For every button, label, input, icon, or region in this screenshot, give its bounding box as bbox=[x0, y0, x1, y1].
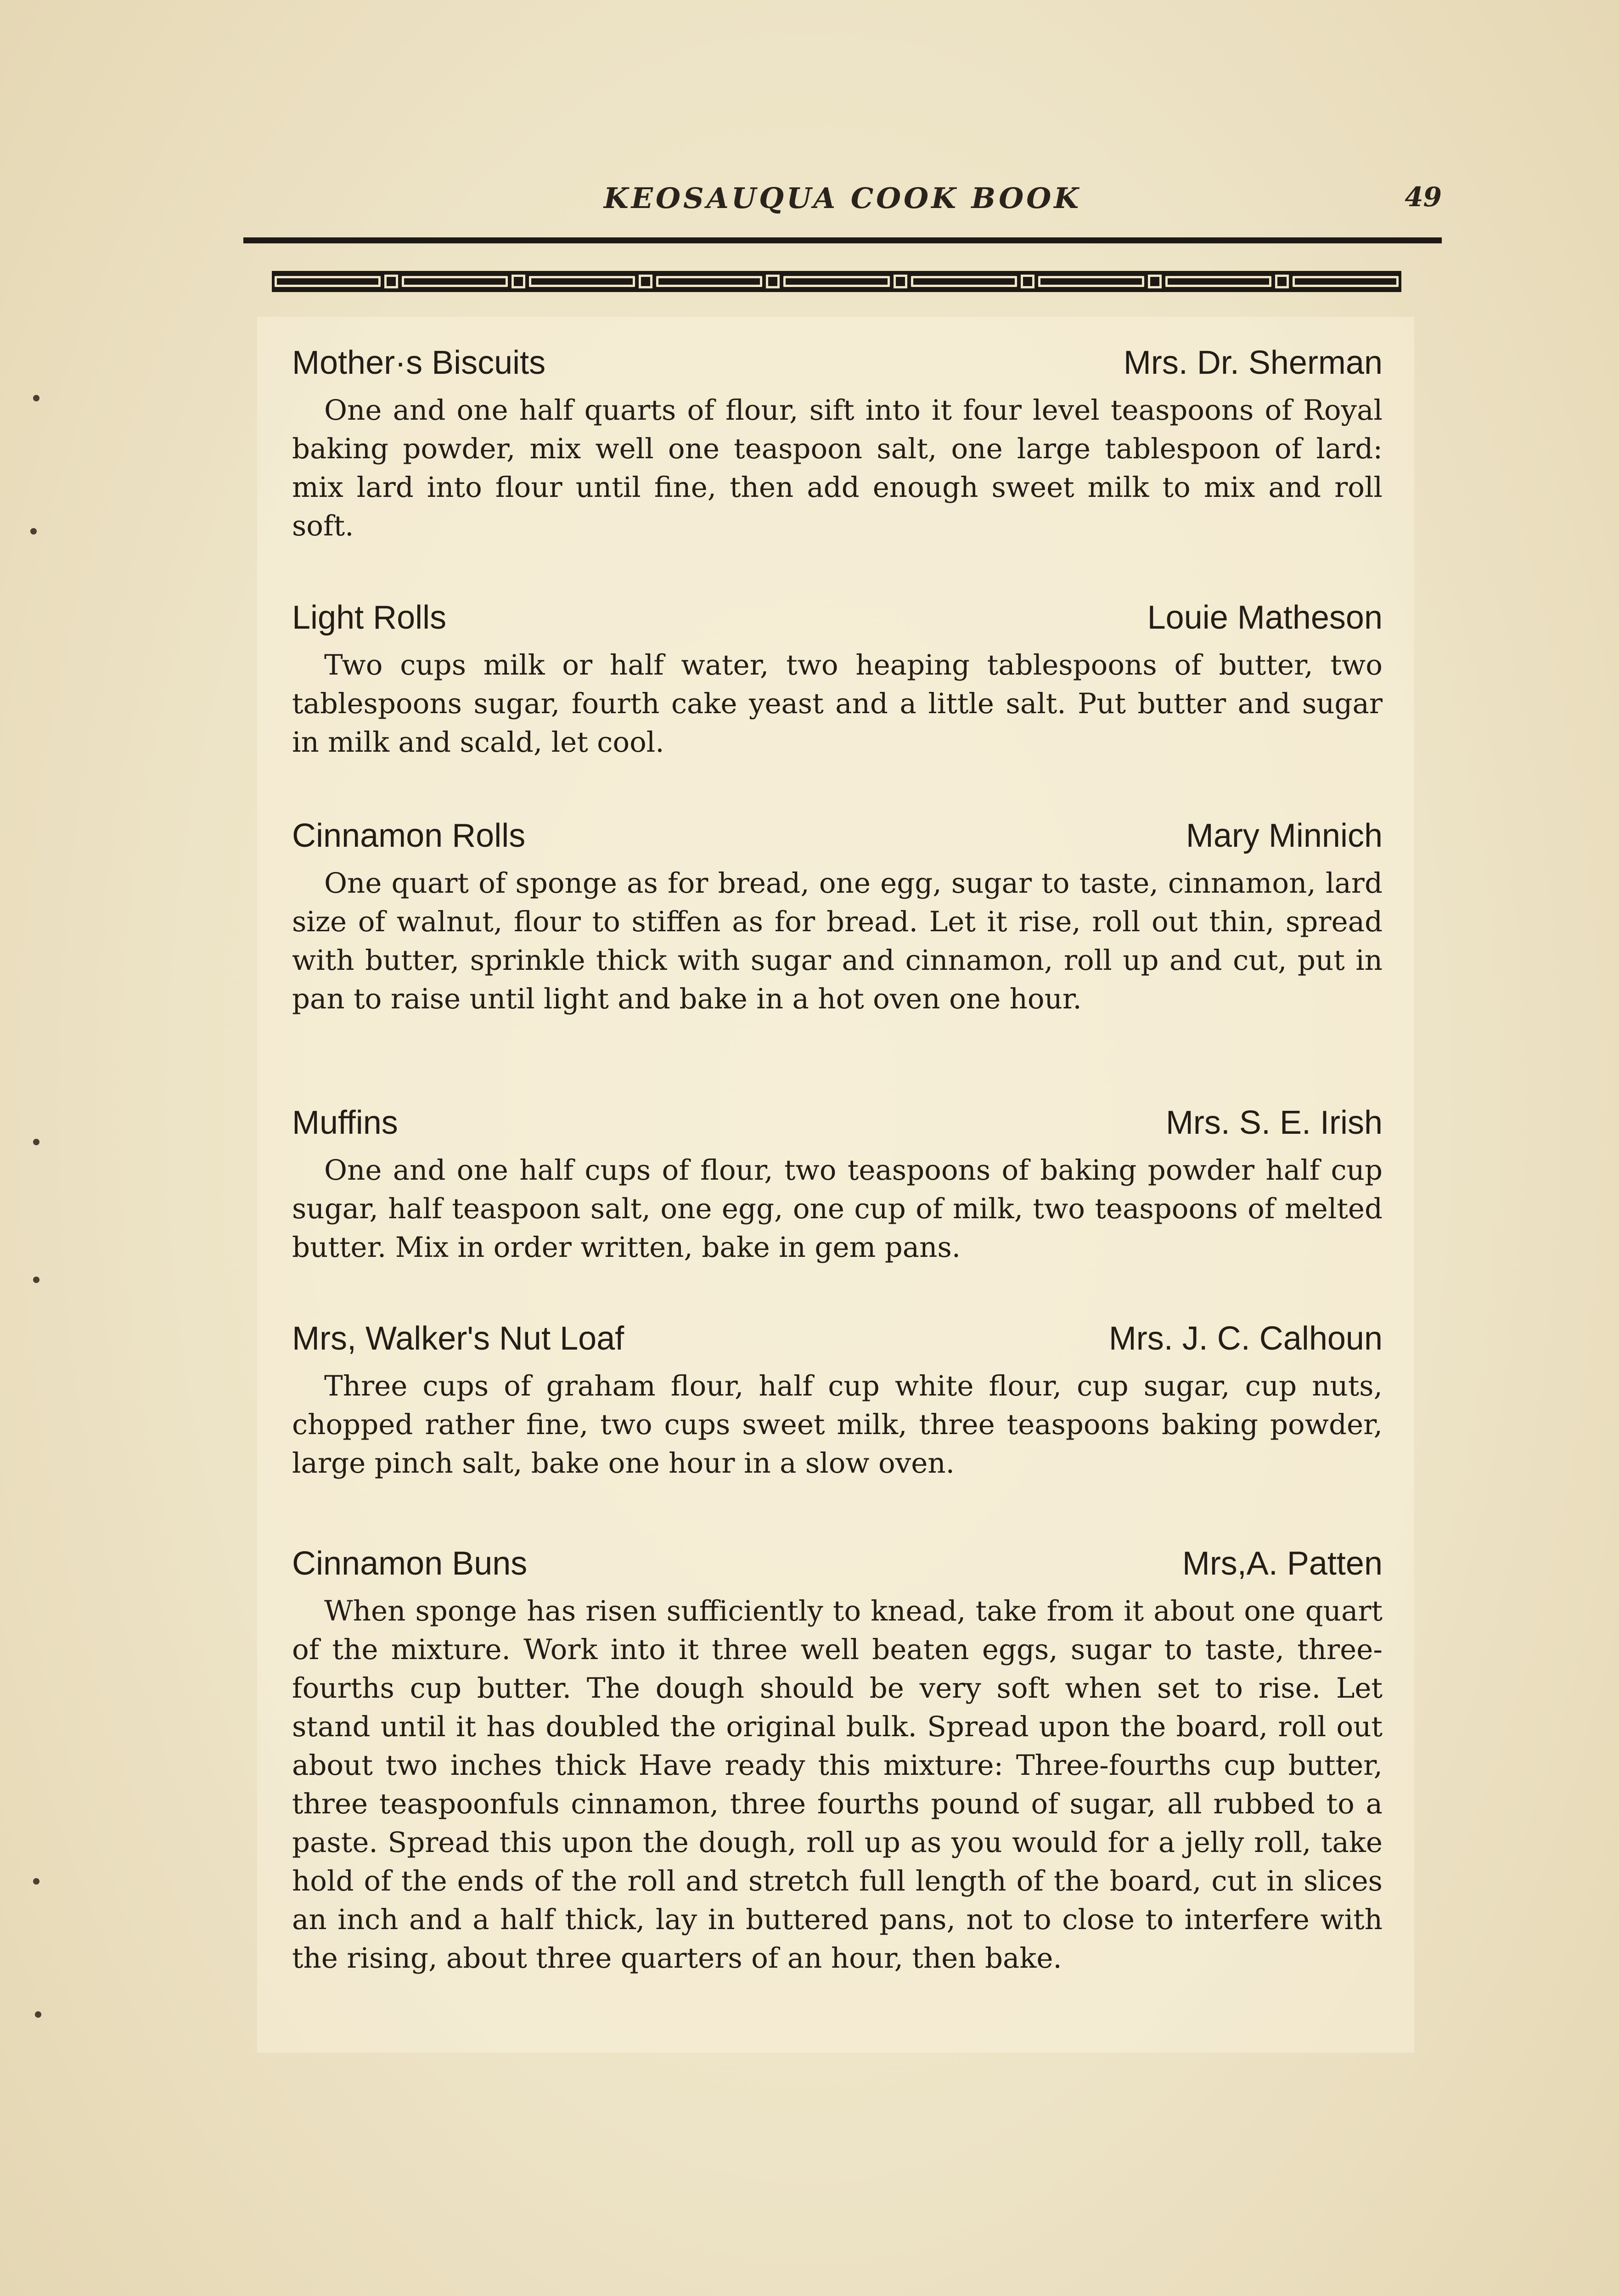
recipe-title: Mrs, Walker's Nut Loaf bbox=[292, 1320, 624, 1357]
recipe-instructions: One quart of sponge as for bread, one egg, sugar to taste, cinnamon, lard size of walnut, flour to stiffen as for bread. Let it rise, roll out thin, spread with butter, sprinkle thick with sugar and cinnamon, roll up and cut, put in pan to raise until light and bake in a hot oven one hour. bbox=[292, 867, 1383, 1015]
recipe-author: Mrs. Dr. Sherman bbox=[1123, 344, 1383, 381]
recipe-title: Light Rolls bbox=[292, 599, 447, 636]
running-title: KEOSAUQUA COOK BOOK bbox=[603, 181, 1082, 215]
recipe-cinnamon-rolls bbox=[292, 813, 1383, 1100]
recipe-heading bbox=[292, 1100, 1383, 1146]
recipe-instructions: Two cups milk or half water, two heaping tablespoons of butter, two tablespoons sugar, fourth cake yeast and a little salt. Put butter and sugar in milk and scald, let cool. bbox=[292, 649, 1383, 759]
recipe-list bbox=[292, 340, 1383, 2000]
page-header bbox=[243, 177, 1442, 223]
recipe-instructions: One and one half quarts of flour, sift into it four level teaspoons of Royal baking powder, mix well one teaspoon salt, one large tablespoon of lard: mix lard into flour until fine, then add enough sweet milk to mix and roll soft. bbox=[292, 394, 1383, 542]
header-rule bbox=[243, 237, 1442, 243]
recipe-nut-loaf bbox=[292, 1316, 1383, 1541]
paper-speck bbox=[35, 2011, 41, 2018]
recipe-title: Cinnamon Buns bbox=[292, 1545, 528, 1582]
recipe-instructions: Three cups of graham flour, half cup white flour, cup sugar, cup nuts, chopped rather fine, two cups sweet milk, three teaspoons baking powder, large pinch salt, bake one hour in a slow oven. bbox=[292, 1370, 1383, 1480]
recipe-instructions: One and one half cups of flour, two teaspoons of baking powder half cup sugar, half teaspoon salt, one egg, one cup of milk, two teaspoons of melted butter. Mix in order written, bake in gem pans. bbox=[292, 1154, 1383, 1264]
recipe-title: Muffins bbox=[292, 1104, 398, 1141]
page-number: 49 bbox=[1405, 181, 1442, 213]
recipe-heading bbox=[292, 595, 1383, 641]
paper-speck bbox=[33, 1878, 39, 1885]
recipe-heading bbox=[292, 1316, 1383, 1362]
recipe-author: Mrs. J. C. Calhoun bbox=[1108, 1320, 1383, 1357]
recipe-cinnamon-buns bbox=[292, 1541, 1383, 2000]
top-ornamental-border bbox=[272, 271, 1401, 292]
recipe-heading bbox=[292, 1541, 1383, 1587]
recipe-mothers-biscuits bbox=[292, 340, 1383, 595]
recipe-author: Mary Minnich bbox=[1186, 817, 1383, 854]
paper-speck bbox=[33, 1139, 39, 1145]
recipe-instructions: When sponge has risen sufficiently to knead, take from it about one quart of the mixture. Work into it three well beaten eggs, sugar to taste, three-fourths cup butter. The dough should be very soft when set to rise. Let stand until it has doubled the original bulk. Spread upon the board, roll out about two inches thick Have ready this mixture: Three-fourths cup butter, three teaspoonfuls cinnamon, three fourths pound of sugar, all rubbed to a paste. Spread this upon the dough, roll up as you would for a jelly roll, take hold of the ends of the roll and stretch full length of the board, cut in slices an inch and a half thick, lay in buttered pans, not to close to interfere with the rising, about three quarters of an hour, then bake. bbox=[292, 1595, 1383, 1975]
recipe-author: Mrs,A. Patten bbox=[1182, 1545, 1383, 1582]
paper-speck bbox=[33, 395, 39, 401]
recipe-author: Louie Matheson bbox=[1147, 599, 1383, 636]
recipe-title: Mother·s Biscuits bbox=[292, 344, 546, 381]
recipe-author: Mrs. S. E. Irish bbox=[1165, 1104, 1383, 1141]
recipe-muffins bbox=[292, 1100, 1383, 1316]
paper-speck bbox=[30, 528, 37, 535]
recipe-title: Cinnamon Rolls bbox=[292, 817, 526, 854]
paper-speck bbox=[33, 1277, 39, 1283]
recipe-heading bbox=[292, 340, 1383, 386]
recipe-light-rolls bbox=[292, 595, 1383, 813]
recipe-heading bbox=[292, 813, 1383, 859]
